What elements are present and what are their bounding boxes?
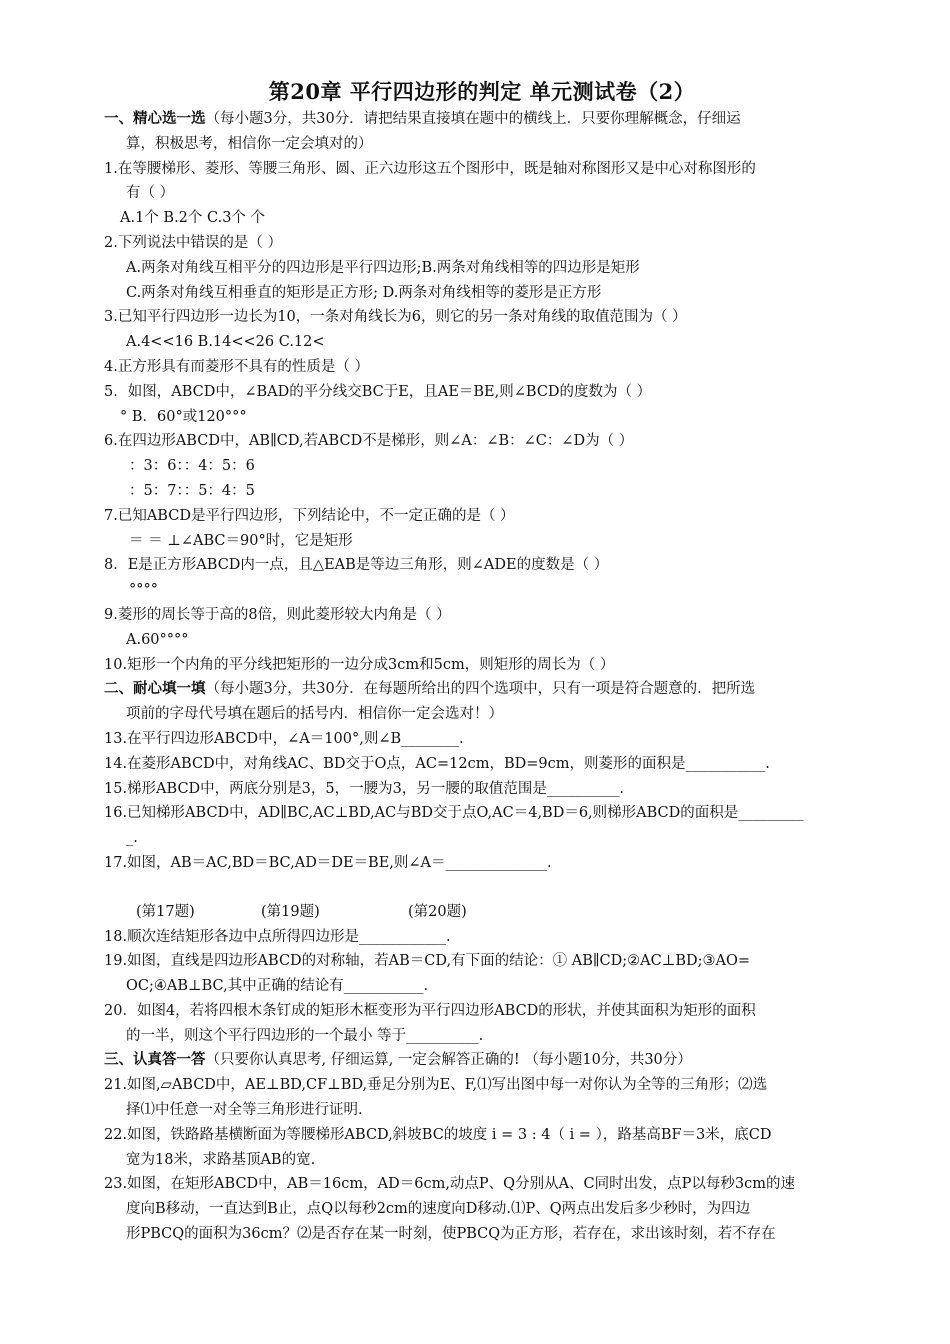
figure-caption: (第17题) xyxy=(136,903,195,920)
question-20-cont: 的一半，则这个平行四边形的一个最小 等于__________. xyxy=(126,1027,484,1044)
section-note-cont: 算，积极思考，相信你一定会填对的） xyxy=(126,135,373,152)
question-23: 23.如图，在矩形ABCD中，AB＝16cm，AD＝6cm,动点P、Q分别从A、C同时出发，点P以每秒3cm的速 xyxy=(104,1176,795,1193)
section-note: （只要你认真思考, 仔细运算, 一定会解答正确的! （每小题10分，共30分） xyxy=(205,1052,692,1069)
question-19: 19.如图，直线是四边形ABCD的对称轴，若AB＝CD,有下面的结论：① AB∥CD;②AC⊥BD;③AO= xyxy=(104,953,751,970)
question-3-options: A.4<<16 B.14<<26 C.12< xyxy=(126,334,325,351)
section-note: （每小题3分，共30分．请把结果直接填在题中的横线上．只要你理解概念，仔细运 xyxy=(205,111,741,127)
question-23-cont: 度向B移动，一直达到B止，点Q以每秒2cm的速度向D移动.⑴P、Q两点出发后多少秒时，为四边 xyxy=(126,1201,751,1218)
question-6-options-a: ：3：6：：4：5：6 xyxy=(129,458,255,475)
question-4: 4.正方形具有而菱形不具有的性质是（ ） xyxy=(104,358,369,375)
figure-caption: (第20题) xyxy=(408,903,467,920)
question-15: 15.梯形ABCD中，两底分别是3，5，一腰为3，另一腰的取值范围是__________. xyxy=(104,780,624,797)
question-21-cont: 择⑴中任意一对全等三角形进行证明. xyxy=(126,1102,363,1119)
question-16: 16.已知梯形ABCD中，AD∥BC,AC⊥BD,AC与BD交于点O,AC＝4,BD＝6,则梯形ABCD的面积是_________ xyxy=(104,805,804,822)
question-16-cont: _. xyxy=(126,830,138,847)
question-5: 5．如图，ABCD中，∠BAD的平分线交BC于E，且AE＝BE,则∠BCD的度数为（ ） xyxy=(104,383,652,400)
question-13: 13.在平行四边形ABCD中，∠A＝100°,则∠B________. xyxy=(104,730,464,747)
question-5-options: ° B．60°或120°°° xyxy=(120,408,247,425)
question-6-options-b: ：5：7：：5：4：5 xyxy=(129,482,255,499)
question-22: 22.如图，铁路路基横断面为等腰梯形ABCD,斜坡BC的坡度 i = 3 : 4（ i = ），路基高BF＝3米，底CD xyxy=(104,1126,772,1143)
section-heading: 一、精心选一选 xyxy=(104,110,206,127)
section-note: （每小题3分，共30分．在每题所给出的四个选项中，只有一项是符合题意的．把所选 xyxy=(205,681,756,698)
question-17: 17.如图，AB＝AC,BD＝BC,AD＝DE＝BE,则∠A＝______________. xyxy=(104,854,552,871)
question-1: 1.在等腰梯形、菱形、等腰三角形、圆、正六边形这五个图形中，既是轴对称图形又是中心对称图形的 xyxy=(104,160,756,177)
question-1-cont: 有（ ） xyxy=(126,185,175,202)
figure-captions xyxy=(104,900,860,925)
question-3: 3.已知平行四边形一边长为10，一条对角线长为6，则它的另一条对角线的取值范围为（ ） xyxy=(104,309,687,326)
question-21: 21.如图,▱ABCD中，AE⊥BD,CF⊥BD,垂足分别为E、F,⑴写出图中每一对你认为全等的三角形；⑵选 xyxy=(104,1077,768,1094)
question-14: 14.在菱形ABCD中，对角线AC、BD交于O点，AC=12cm，BD=9cm，则菱形的面积是___________. xyxy=(104,755,770,772)
question-7: 7.已知ABCD是平行四边形，下列结论中，不一定正确的是（ ） xyxy=(104,507,515,524)
question-6: 6.在四边形ABCD中，AB∥CD,若ABCD不是梯形，则∠A：∠B：∠C：∠D为（ ） xyxy=(104,433,634,450)
page-title: 第20章 平行四边形的判定 单元测试卷（2） xyxy=(268,79,696,104)
exam-page xyxy=(104,78,860,1247)
question-20: 20．如图4，若将四根木条钉成的矩形木框变形为平行四边形ABCD的形状，并使其面积为矩形的面积 xyxy=(104,1002,756,1019)
question-9-options: A.60°°°° xyxy=(126,631,189,648)
question-9: 9.菱形的周长等于高的8倍，则此菱形较大内角是（ ） xyxy=(104,606,451,623)
question-22-cont: 宽为18米，求路基顶AB的宽. xyxy=(126,1151,316,1168)
question-19-cont: OC;④AB⊥BC,其中正确的结论有___________. xyxy=(126,978,429,995)
question-23-cont: 形PBCQ的面积为36cm？⑵是否存在某一时刻，使PBCQ为正方形，若存在，求出该时刻，若不存在 xyxy=(126,1226,776,1243)
section-2-header xyxy=(104,677,860,702)
question-10: 10.矩形一个内角的平分线把矩形的一边分成3cm和5cm，则矩形的周长为（ ） xyxy=(104,656,615,673)
section-note-cont: 项前的字母代号填在题后的括号内．相信你一定会选对！） xyxy=(126,706,503,723)
question-8-options: °°°° xyxy=(129,582,158,599)
question-2-options-a: A.两条对角线互相平分的四边形是平行四边形;B.两条对角线相等的四边形是矩形 xyxy=(126,259,640,276)
section-heading: 三、认真答一答 xyxy=(104,1051,206,1069)
figure-caption: (第19题) xyxy=(261,903,320,920)
section-heading: 二、耐心填一填 xyxy=(104,680,206,698)
question-18: 18.顺次连结矩形各边中点所得四边形是____________. xyxy=(104,928,451,945)
question-2-options-c: C.两条对角线互相垂直的矩形是正方形; D.两条对角线相等的菱形是正方形 xyxy=(126,284,602,301)
section-3-header xyxy=(104,1048,860,1073)
section-1-header xyxy=(104,107,860,132)
question-7-options: ＝ ＝ ⊥∠ABC＝90°时，它是矩形 xyxy=(129,532,353,549)
question-1-options: A.1个 B.2个 C.3个 个 xyxy=(120,210,266,227)
question-8: 8．E是正方形ABCD内一点，且△EAB是等边三角形，则∠ADE的度数是（ ） xyxy=(104,557,609,574)
question-2: 2.下列说法中错误的是（ ） xyxy=(104,234,282,251)
